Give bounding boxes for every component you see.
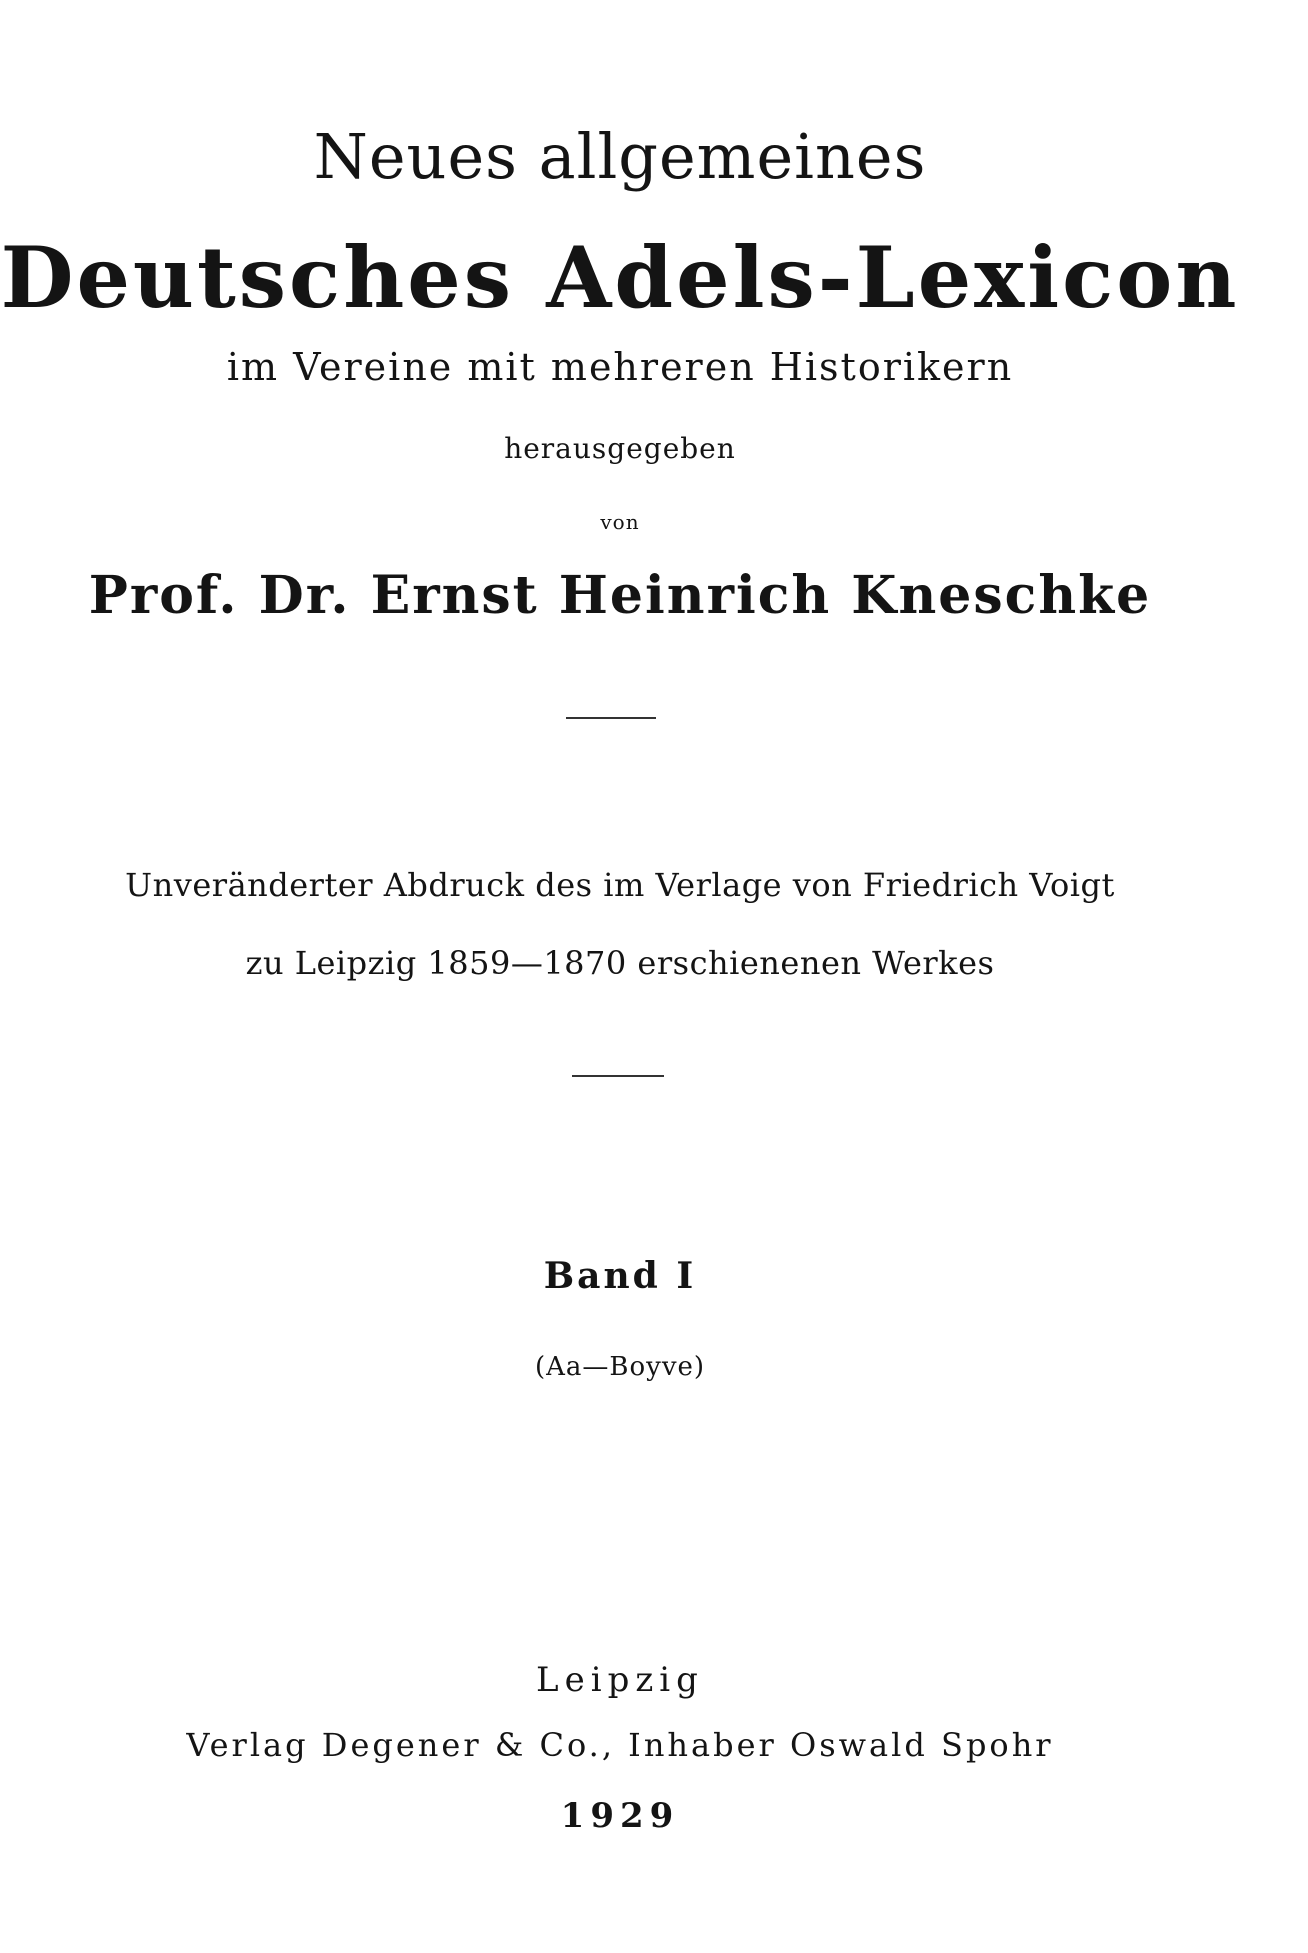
subtitle-line-3: von xyxy=(600,510,640,534)
title-line-2: Deutsches Adels-Lexicon xyxy=(0,228,1240,327)
reprint-note-line-1: Unveränderter Abdruck des im Verlage von Friedrich Voigt xyxy=(125,866,1115,904)
volume-range: (Aa—Boyve) xyxy=(534,1352,706,1382)
publication-year: 1929 xyxy=(560,1796,680,1836)
divider-rule-top xyxy=(566,717,656,719)
reprint-note-line-2: zu Leipzig 1859—1870 erschienenen Werkes xyxy=(245,944,995,982)
volume-label: Band I xyxy=(543,1255,697,1297)
subtitle-line-2: herausgegeben xyxy=(504,432,736,465)
publisher-name: Verlag Degener & Co., Inhaber Oswald Spohr xyxy=(186,1726,1054,1764)
title-line-1: Neues allgemeines xyxy=(313,120,927,193)
subtitle-line-1: im Vereine mit mehreren Historikern xyxy=(226,345,1014,389)
author-name: Prof. Dr. Ernst Heinrich Kneschke xyxy=(88,565,1152,626)
publication-city: Leipzig xyxy=(536,1660,704,1700)
divider-rule-bottom xyxy=(572,1075,664,1077)
